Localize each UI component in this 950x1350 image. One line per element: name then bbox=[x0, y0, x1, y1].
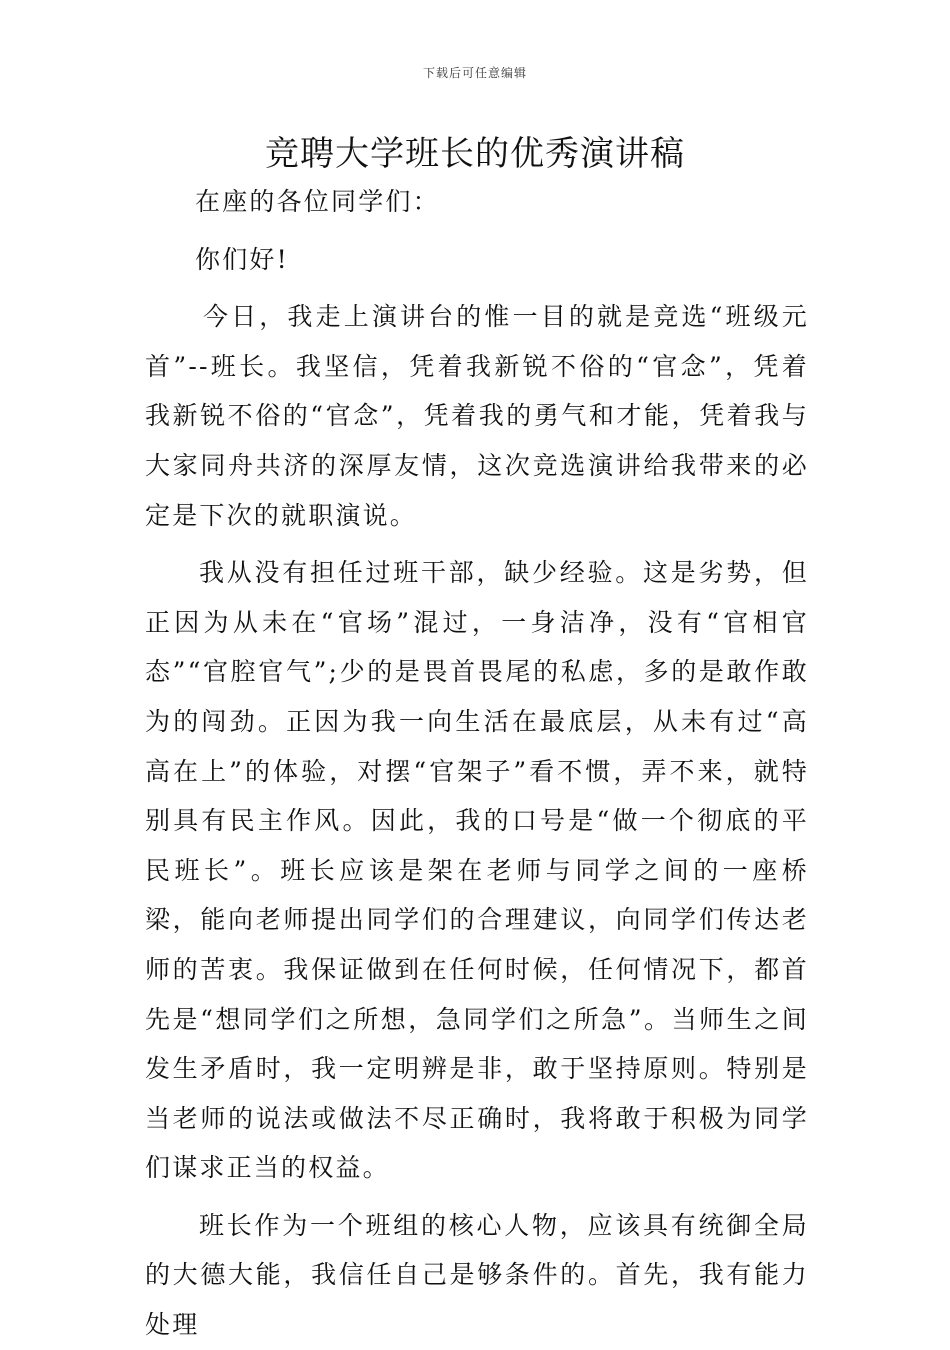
document-title: 竞聘大学班长的优秀演讲稿 bbox=[265, 134, 685, 174]
greeting-line: 在座的各位同学们： bbox=[195, 187, 440, 216]
salutation-line: 你们好! bbox=[195, 244, 289, 274]
paragraph-3: 班长作为一个班组的核心人物，应该具有统御全局的大德大能，我信任自己是够条件的。首先，我有能力处理 bbox=[145, 1210, 809, 1340]
document-body bbox=[145, 177, 809, 1350]
paragraph-1: 今日，我走上演讲台的惟一目的就是竞选“班级元首”--班长。我坚信，凭着我新锐不俗的“官念”，凭着我新锐不俗的“官念”，凭着我的勇气和才能，凭着我与大家同舟共济的深厚友情，这次竞选演讲给我带来的必定是下次的就职演说。 bbox=[145, 302, 809, 530]
header-note: 下载后可任意编辑 bbox=[422, 66, 527, 80]
paragraph-2: 我从没有担任过班干部，缺少经验。这是劣势，但正因为从未在“官场”混过，一身洁净，没有“官相官态”“官腔官气”;少的是畏首畏尾的私虑，多的是敢作敢为的闯劲。正因为我一向生活在最底层，从未有过“高高在上”的体验，对摆“官架子”看不惯，弄不来，就特别具有民主作风。因此，我的口号是“做一个彻底的平民班长”。班长应该是架在老师与同学之间的一座桥梁，能向老师提出同学们的合理建议，向同学们传达老师的苦衷。我保证做到在任何时候，任何情况下，都首先是“想同学们之所想，急同学们之所急”。当师生之间发生矛盾时，我一定明辨是非，敢于坚持原则。特别是当老师的说法或做法不尽正确时，我将敢于积极为同学们谋求正当的权益。 bbox=[145, 558, 809, 1183]
